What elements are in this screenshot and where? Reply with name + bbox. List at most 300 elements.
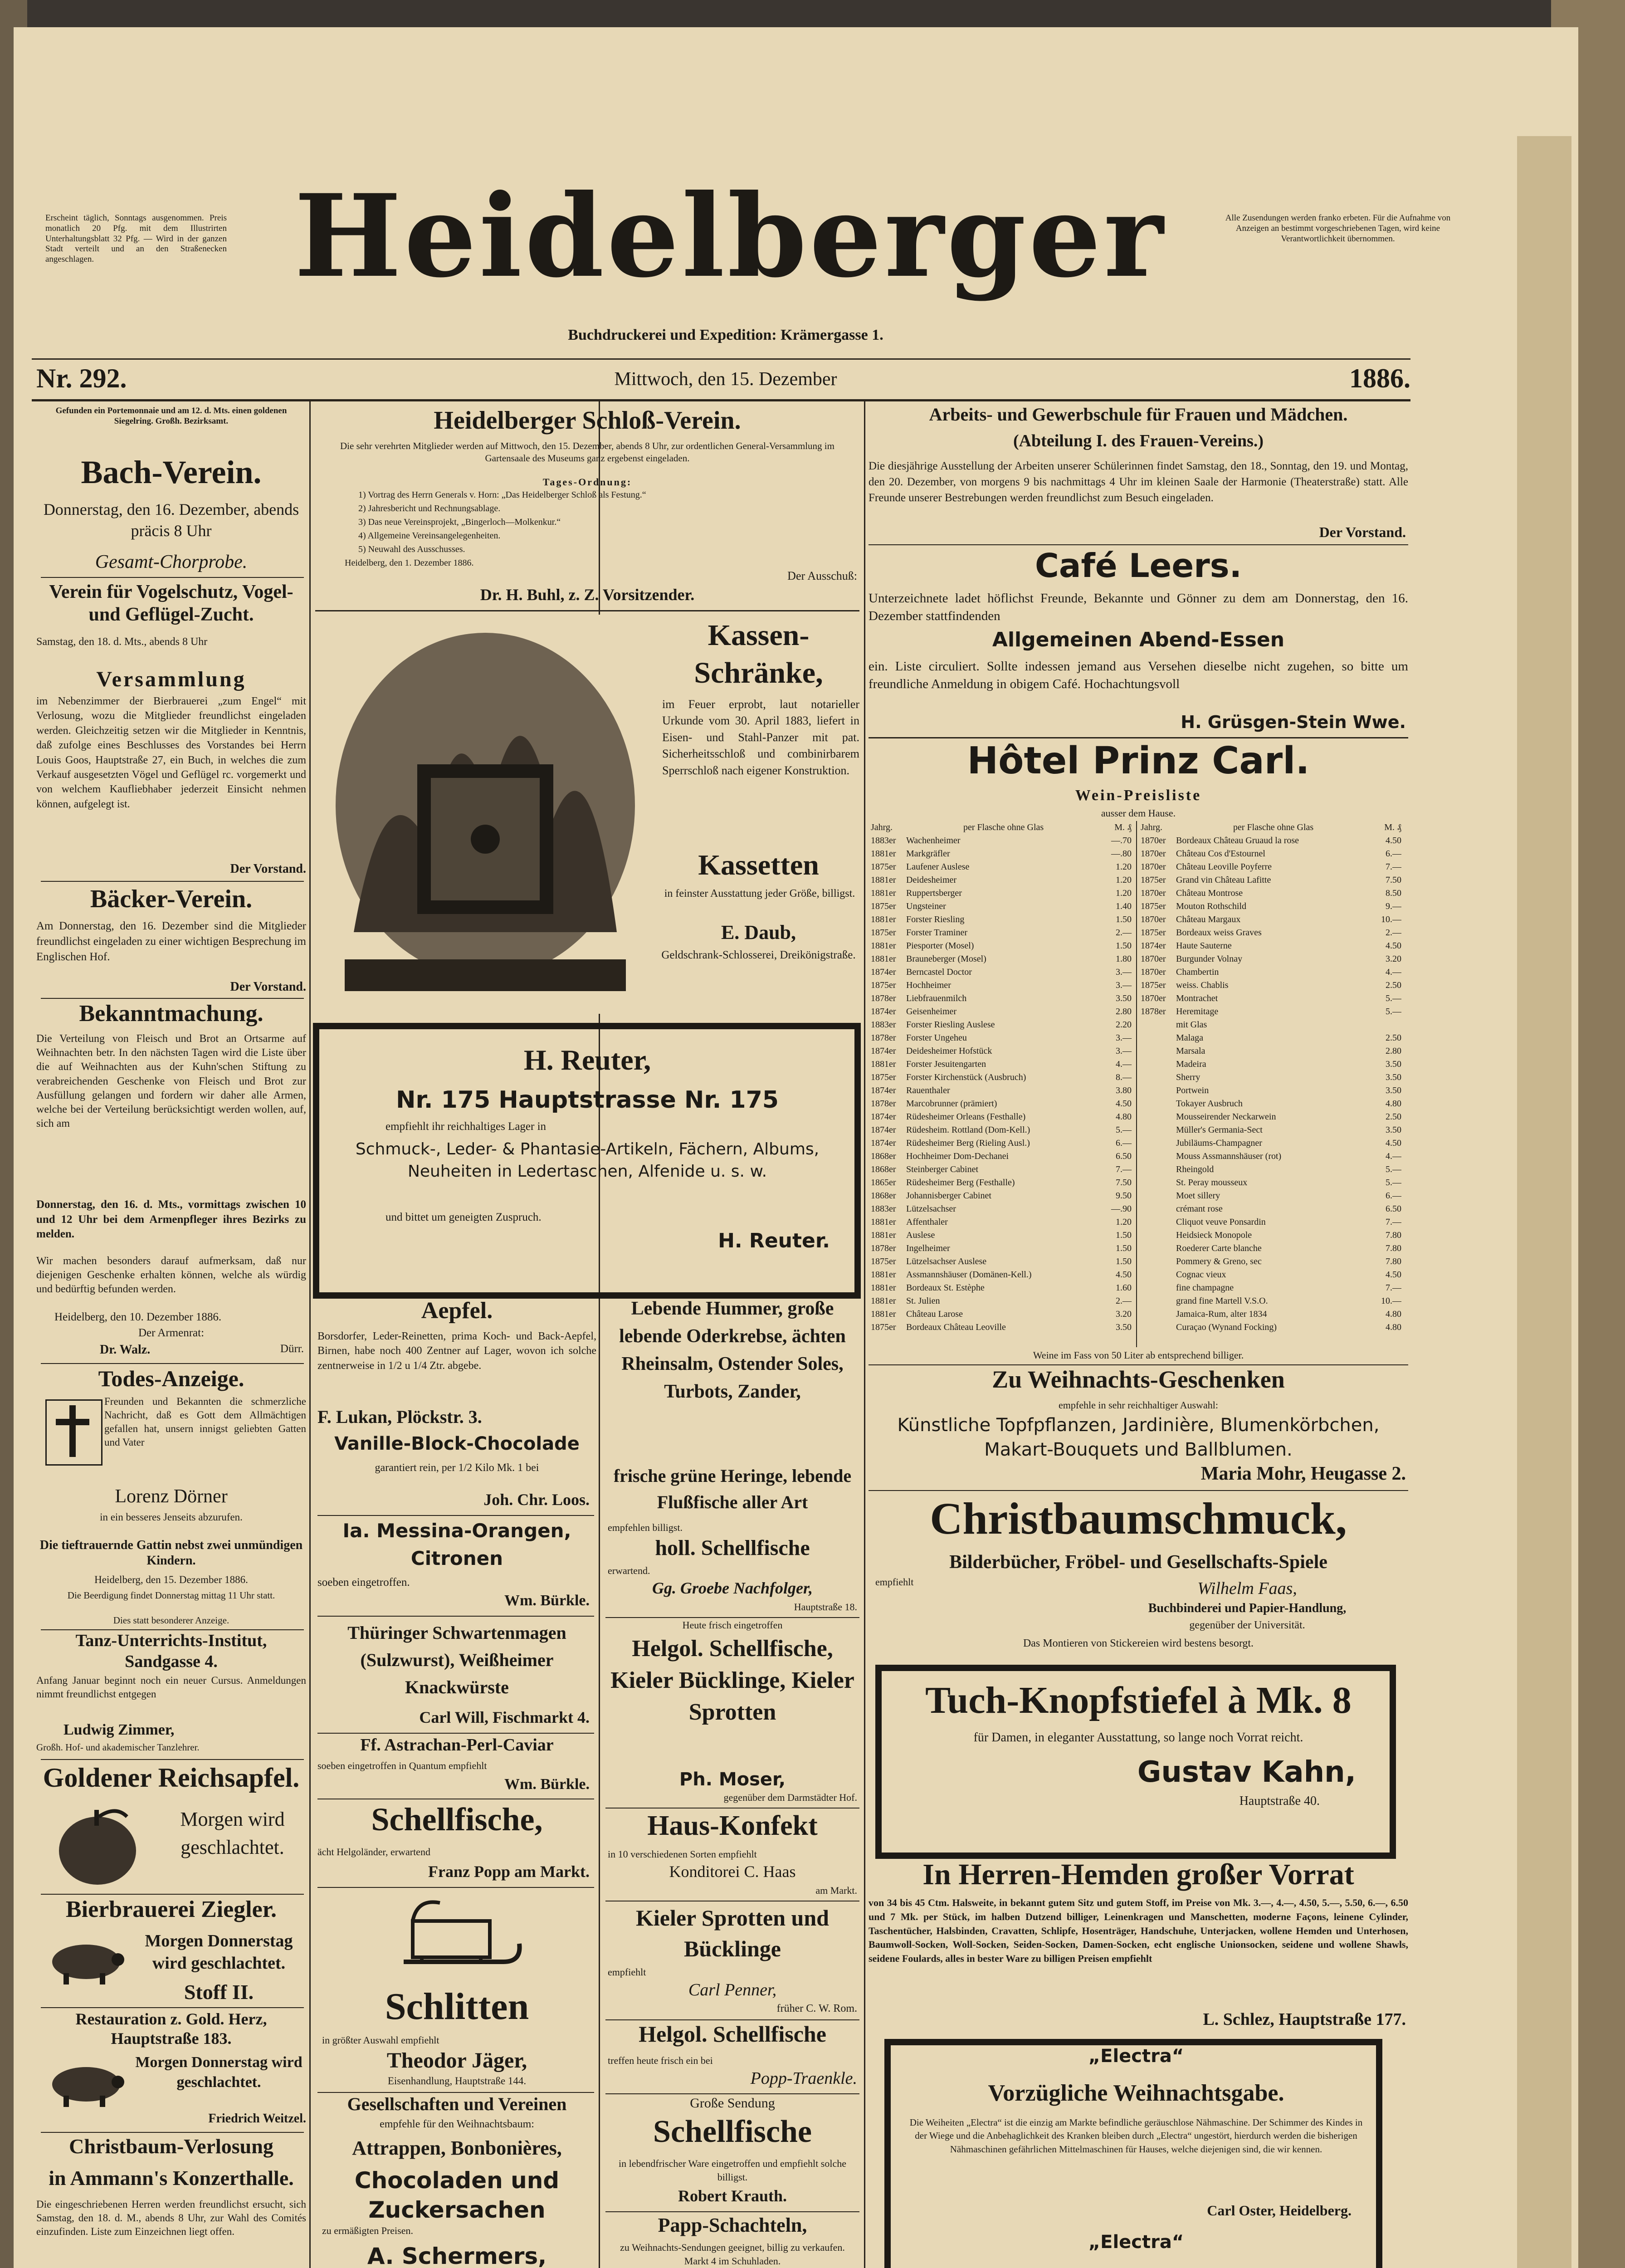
wine-row [871,1295,1132,1308]
wine-row [871,1281,1132,1295]
rule [317,1887,594,1888]
wine-name: Heremitage [1176,1007,1219,1017]
tod-place: Heidelberg, den 15. Dezember 1886. [94,1574,248,1585]
wine-row [1141,887,1401,900]
wine-row [871,1202,1132,1216]
wine-row [1141,1005,1401,1018]
schlitten-name: Theodor Jäger, [386,2048,527,2072]
schloss-agenda-item: 2) Jahresbericht und Rechnungsablage. [358,503,501,513]
wine-name: Rheingold [1176,1164,1214,1174]
schloss-agenda-item: 1) Vortrag des Herrn Generals v. Horn: „Das Heidelberger Schloß als Festung.“ [358,490,646,500]
wurst-title: Thüringer Schwartenmagen (Sulzwurst), Weißheimer Knackwürste [347,1623,566,1697]
wine-year [1141,1216,1172,1229]
wine-year: 1875er [871,862,896,872]
caviar-name: Wm. Bürkle. [504,1776,590,1793]
wine-row [1141,1163,1401,1176]
wine-price: 4.80 [1116,1112,1132,1122]
wine-price: 6.— [1386,849,1401,859]
helg-address: gegenüber dem Darmstädter Hof. [723,1792,857,1803]
rule [869,1490,1408,1491]
wine-row [871,979,1132,992]
reuter-goods: Schmuck-, Leder- & Phantasie-Artikeln, Fächern, Albums, Neuheiten in Ledertaschen, Alfenide u. s. w. [355,1140,820,1181]
wine-name: Deidesheimer Hofstück [906,1046,992,1056]
wine-row [1141,1031,1401,1045]
bek-text2: Wir machen besonders darauf aufmerksam, daß nur diejenigen Geschenke erhalten können, welche als würdig und bedürftig befunden werden. [36,1255,306,1295]
wine-year: 1874er [871,1046,896,1056]
tuch-name: Gustav Kahn, [1137,1755,1356,1789]
wine-row [1141,1216,1401,1229]
weih-text: empfehle in sehr reichhaltiger Auswahl: [1059,1399,1218,1411]
wine-year: 1868er [871,1164,896,1174]
wine-price: 1.50 [1116,1243,1132,1253]
wine-row [871,1150,1132,1163]
wine-name: St. Julien [906,1296,940,1306]
wine-row [871,1031,1132,1045]
wine-name: Piesporter (Mosel) [906,941,974,951]
vanille-title: Vanille-Block-Chocolade [334,1433,580,1454]
wine-price: 4.50 [1116,1270,1132,1280]
wine-row [1141,1202,1401,1216]
cafe-text: Unterzeichnete ladet höflichst Freunde, Bekannte und Gönner zu dem am Donnerstag, den 16. Dezember stattfindenden [869,591,1408,624]
wine-year [1141,1124,1172,1137]
schloss-sign-head: Der Ausschuß: [787,569,857,582]
tanz-title: Tanz-Unterrichts-Institut, Sandgasse 4. [75,1631,267,1671]
rule [605,1808,859,1809]
wine-row [871,874,1132,887]
wine-price: 3.— [1116,1033,1132,1043]
wine-name: Forster Riesling [906,914,965,924]
wine-price-table [871,821,1401,1347]
wurst-name: Carl Will, Fischmarkt 4. [419,1708,590,1726]
vogel-sign: Der Vorstand. [230,862,306,876]
wine-price: 7.— [1116,1164,1132,1174]
issue-date: Mittwoch, den 15. Dezember [614,369,837,390]
wine-year: 1878er [871,1099,896,1109]
hummer-title2: frische grüne Heringe, lebende Flußfische aller Art [613,1466,852,1512]
schloss-agenda-item: 4) Allgemeine Vereinsangelegenheiten. [358,531,501,541]
wine-name: Johannisberger Cabinet [906,1191,991,1201]
masthead-title: Heidelberger [294,169,1166,303]
wine-name: Forster Jesuitengarten [906,1059,986,1069]
wine-year: 1878er [871,1243,896,1253]
wine-name: Rauenthaler [906,1085,950,1095]
electra-title: Vorzügliche Weihnachtsgabe. [988,2080,1284,2106]
weih-title: Zu Weihnachts-Geschenken [992,1366,1285,1393]
rule [317,1733,594,1734]
wine-price: 5.— [1386,1164,1401,1174]
wine-price: 2.80 [1116,1007,1132,1017]
wine-name: Roederer Carte blanche [1176,1243,1262,1253]
wine-price: 3.50 [1386,1072,1401,1082]
wine-price: 3.80 [1116,1085,1132,1095]
wine-row [871,1124,1132,1137]
wine-price: 4.80 [1386,1322,1401,1332]
ges-text: empfehle für den Weihnachtsbaum: [380,2118,534,2130]
wine-year: 1881er [871,1059,896,1069]
wine-row [871,1097,1132,1110]
wine-row [1141,874,1401,887]
wine-year: 1875er [1141,928,1166,938]
bek-place: Heidelberg, den 10. Dezember 1886. [54,1311,222,1323]
ges-goods1: Attrappen, Bonbonières, [352,2137,562,2159]
schloss-text: Die sehr verehrten Mitglieder werden auf Mittwoch, den 15. Dezember, abends 8 Uhr, zur ordentlichen General-Versammlung im Gartensaale des Museums ganz ergebenst eingeladen. [340,440,834,464]
wine-price: 2.— [1116,928,1132,938]
wine-year: 1875er [1141,901,1166,911]
wine-year: 1870er [1141,849,1166,859]
wine-year: 1874er [871,1138,896,1148]
wine-year: 1881er [871,875,896,885]
wine-row [871,966,1132,979]
kieler-address: früher C. W. Rom. [776,2003,857,2014]
schloss-agenda-item: 5) Neuwahl des Ausschusses. [358,544,465,554]
kassetten-title: Kassetten [698,849,819,881]
schlitten-text: in größter Auswahl empfiehlt [322,2034,439,2046]
rule [605,2019,859,2020]
wine-price: 7.— [1386,862,1401,872]
wine-year: 1881er [871,1217,896,1227]
wine-name: crémant rose [1176,1204,1223,1214]
wine-name: Berncastel Doctor [906,967,972,977]
wine-year: 1870er [1141,967,1166,977]
haus-name: Konditorei C. Haas [669,1862,796,1881]
electra-bottom: „Electra“ [1088,2232,1184,2253]
wine-row [1141,1321,1401,1334]
wine-year: 1868er [871,1191,896,1201]
weih-goods: Künstliche Topfpflanzen, Jardinière, Blumenkörbchen, Makart-Bouquets und Ballblumen. [897,1415,1380,1460]
wine-name: Haute Sauterne [1176,941,1232,951]
bek-sign3: Dürr. [280,1343,304,1355]
reuter-title: H. Reuter, [523,1044,651,1076]
wine-row [1141,1018,1401,1031]
helg-title: Helgol. Schellfische, Kieler Bücklinge, Kieler Sprotten [610,1636,854,1725]
tanz-role: Großh. Hof- und akademischer Tanzlehrer. [36,1742,200,1753]
wine-name: Laufener Auslese [906,862,970,872]
wine-price: 9.— [1386,901,1401,911]
wine-price: 2.— [1386,928,1401,938]
wine-price: 7.80 [1386,1256,1401,1266]
wine-year [1141,1110,1172,1124]
wine-price: 1.50 [1116,1256,1132,1266]
wine-year: 1870er [1141,914,1166,924]
rule [869,737,1408,738]
vogel-head: Versammlung [96,667,246,691]
pig-illustration-icon [45,1932,127,1987]
rule [317,2092,594,2093]
wine-row [1141,900,1401,913]
wine-row [871,1216,1132,1229]
wine-price: 7.— [1386,1283,1401,1293]
wine-list-right [1141,821,1401,1334]
cafe-title: Café Leers. [1035,547,1242,585]
wine-name: St. Peray mousseux [1176,1178,1248,1188]
wine-name: Ingelheimer [906,1243,950,1253]
rule [317,1515,594,1516]
wine-price: 3.50 [1386,1085,1401,1095]
wine-year: 1881er [871,1230,896,1240]
schloss-sign: Dr. H. Buhl, z. Z. Vorsitzender. [480,586,695,604]
wine-price: 4.— [1116,1059,1132,1069]
wine-row [1141,1045,1401,1058]
schloss-place: Heidelberg, den 1. Dezember 1886. [345,558,474,568]
papp-title: Papp-Schachteln, [658,2214,807,2236]
holl-text: erwartend. [608,1565,650,1576]
wine-row [1141,913,1401,926]
caviar-text: soeben eingetroffen in Quantum empfiehlt [317,1760,487,1771]
wine-row [1141,953,1401,966]
wine-name: Bordeaux Château Leoville [906,1322,1006,1332]
grosse-title: Schellfische [653,2114,812,2149]
rule [41,998,304,999]
helg-intro: Heute frisch eingetroffen [682,1619,783,1631]
helg2-title: Helgol. Schellfische [639,2021,826,2047]
hotel-title: Hôtel Prinz Carl. [967,739,1310,782]
wine-row [871,1242,1132,1255]
masthead-right-note: Alle Zusendungen werden franko erbeten. Für die Aufnahme von Anzeigen an bestimmt vorgeschriebenen Tagen, wird keine Verantwortlichkeit übernommen. [1225,213,1451,244]
tanz-name: Ludwig Zimmer, [63,1721,175,1738]
kassen-role: Geldschrank-Schlosserei, Dreikönigstraße. [661,949,856,961]
wine-price: 5.— [1386,1178,1401,1188]
bek-text: Die Verteilung von Fleisch und Brot an Ortsarme auf Weihnachten betr. In den nächsten Tagen wird die Liste über die auf Weihnachten aus der Kuhn'schen Stiftung zu verabreichenden Geschenke von Fleisch und Brot zur Ausfüllung gelangen und fordern wir daher alle Armen, welche bei der Verteilung berücksichtigt werden wollen, auf, sich am [36,1033,306,1130]
apple-illustration-icon [41,1803,154,1889]
wine-name: Heidsieck Monopole [1176,1230,1252,1240]
wine-title: Wein-Preisliste [1075,787,1202,804]
wine-price: 5.— [1116,1125,1132,1135]
wine-row [1141,1071,1401,1084]
arbeits-sign: Der Vorstand. [1319,524,1406,540]
wine-name: Rüdesheim. Rottland (Dom-Kell.) [906,1125,1030,1135]
cafe-text2: ein. Liste circuliert. Sollte indessen jemand aus Versehen dieselbe nicht zugehen, so bitte um freundliche Anmeldung in obigem Café. Hochachtungsvoll [869,659,1408,692]
wine-row [1141,834,1401,847]
tod-burial: Die Beerdigung findet Donnerstag mittag 11 Uhr statt. [67,1590,275,1601]
wine-name: grand fine Martell V.S.O. [1176,1296,1268,1306]
wine-year: 1881er [871,1296,896,1306]
wine-name: Liebfrauenmilch [906,993,967,1003]
wine-row [1141,1150,1401,1163]
schlitten-title: Schlitten [385,1985,529,2028]
tod-text2: in ein besseres Jenseits abzurufen. [100,1511,243,1523]
wine-row [1141,1295,1401,1308]
wine-price: 1.50 [1116,1230,1132,1240]
wine-name: Bordeaux Château Gruaud la rose [1176,836,1299,846]
wine-price: 2.50 [1386,1112,1401,1122]
wine-row [1141,1137,1401,1150]
wine-name: fine champagne [1176,1283,1234,1293]
wine-year: 1875er [1141,980,1166,990]
aepfel-text: Borsdorfer, Leder-Reinetten, prima Koch- und Back-Aepfel, Birnen, habe noch 400 Zentner auf Lager, wovon ich solche zentnerweise in 1/2 u 1/4 Ztr. abgebe. [317,1330,596,1372]
bek-sign2: Dr. Walz. [100,1343,151,1357]
wine-year [1141,1321,1172,1334]
wine-year: 1875er [871,901,896,911]
wine-price: 8.50 [1386,888,1401,898]
wine-row [1141,1176,1401,1189]
wine-price: 5.— [1386,1007,1401,1017]
wine-row [1141,1268,1401,1281]
wine-name: Pommery & Greno, sec [1176,1256,1262,1266]
baecker-title: Bäcker-Verein. [90,885,253,913]
wine-year: 1868er [871,1151,896,1161]
wine-name: Burgunder Volnay [1176,954,1243,964]
wine-name: Forster Traminer [906,928,967,938]
wine-name: Markgräfler [906,849,950,859]
tod-title: Todes-Anzeige. [98,1366,244,1391]
wine-name: Deidesheimer [906,875,957,885]
wine-year [1141,1255,1172,1268]
grosse-intro: Große Sendung [690,2096,775,2111]
wine-price: 4.80 [1386,1309,1401,1319]
wine-price: 4.— [1386,967,1401,977]
haus-text: in 10 verschiedenen Sorten empfiehlt [608,1848,757,1860]
ges-name: A. Schermers, [367,2243,547,2268]
tuch-title: Tuch-Knopfstiefel à Mk. 8 [925,1679,1352,1721]
rule [41,1759,304,1760]
wine-name: Steinberger Cabinet [906,1164,979,1174]
baum-text: empfiehlt [875,1576,914,1588]
wine-year [1141,1150,1172,1163]
tanz-text: Anfang Januar beginnt noch ein neuer Cursus. Anmeldungen nimmt freundlichst entgegen [36,1675,306,1700]
wine-name: Ungsteiner [906,901,946,911]
bek-date: Donnerstag, den 16. d. Mts., vormittags zwischen 10 und 12 Uhr bei dem Armenpfleger ihres Bezirks zu melden. [36,1198,306,1240]
wine-price: —.80 [1111,849,1132,859]
wine-year: 1878er [871,1033,896,1043]
wine-price: 9.50 [1116,1191,1132,1201]
wine-name: Auslese [906,1230,935,1240]
issue-year: 1886. [1349,363,1410,393]
wine-name: Forster Ungeheu [906,1033,967,1043]
vogel-date: Samstag, den 18. d. Mts., abends 8 Uhr [36,636,208,648]
wine-note: Weine im Fass von 50 Liter ab entsprechend billiger. [1033,1349,1244,1361]
wine-price: 7.80 [1386,1230,1401,1240]
tod-name: Lorenz Dörner [115,1486,228,1507]
wine-row [871,1071,1132,1084]
bach-text: Donnerstag, den 16. Dezember, abends präcis 8 Uhr [43,500,299,540]
masthead-left-note: Erscheint täglich, Sonntags ausgenommen. Preis monatlich 20 Pfg. mit dem Illustrirten Unterhaltungsblatt 32 Pfg. — Wird in der ganzen Stadt verteilt und an den Straßenecken angeschlagen. [45,213,227,264]
wine-year [1141,1084,1172,1097]
wine-name: Rüdesheimer Berg (Rieling Ausl.) [906,1138,1030,1148]
cafe-event: Allgemeinen Abend-Essen [992,628,1285,651]
schell-title: Schellfische, [371,1801,543,1838]
wine-name: Mouton Rothschild [1176,901,1247,911]
baum-title: Christbaumschmuck, [930,1493,1347,1544]
pig-illustration-icon [45,2055,127,2109]
wine-year: 1881er [871,1283,896,1293]
wine-row [871,1058,1132,1071]
wine-name: Müller's Germania-Sect [1176,1125,1263,1135]
kassen-title: Kassen-Schränke, [694,619,823,689]
wine-row [871,1005,1132,1018]
reich-title: Goldener Reichsapfel. [43,1763,300,1793]
safe-fire-illustration-icon [317,615,653,1014]
rule [605,1617,859,1618]
wine-name: Marsala [1176,1046,1205,1056]
kassetten-text: in feinster Ausstattung jeder Größe, billigst. [664,888,855,899]
wine-row [1141,860,1401,874]
rule [32,358,1410,360]
wine-row [871,939,1132,953]
hemd-title: In Herren-Hemden großer Vorrat [922,1858,1354,1891]
column-rule [309,401,311,2268]
wine-year: 1878er [1141,1007,1166,1017]
wine-year: 1865er [871,1178,896,1188]
hummer-text: empfehlen billigst. [608,1522,683,1533]
wine-year: 1883er [871,836,896,846]
christ-text: Die eingeschriebenen Herren werden freundlichst ersucht, sich Samstag, den 18. d. M., abends 8 Uhr, zur Wahl des Comités einzufinden. Liste zum Einzeichnen liegt offen. [36,2199,306,2237]
page-right-margin [1517,136,1571,2268]
masthead-printer: Buchdruckerei und Expedition: Krämergasse 1. [568,327,883,343]
grosse-text: in lebendfrischer Ware eingetroffen und empfiehlt solche billigst. [618,2158,846,2183]
wine-year: 1883er [871,1020,896,1030]
wine-price: 3.50 [1386,1125,1401,1135]
reuter-text1: empfiehlt ihr reichhaltiges Lager in [386,1120,547,1133]
kieler-title: Kieler Sprotten und Bücklinge [636,1905,829,1961]
wine-name: Assmannshäuser (Domänen-Kell.) [906,1270,1032,1280]
christ-place: in Ammann's Konzerthalle. [49,2166,294,2190]
wine-row [871,992,1132,1005]
wine-row [871,900,1132,913]
ges-title: Gesellschaften und Vereinen [347,2094,567,2114]
schlitten-address: Eisenhandlung, Hauptstraße 144. [387,2075,527,2087]
rule [317,1616,594,1617]
wine-year [1141,1281,1172,1295]
wine-row [871,913,1132,926]
wine-price: 7.50 [1386,875,1401,885]
wine-price: 4.50 [1386,941,1401,951]
rule [32,399,1410,401]
wine-table-divider [1136,821,1137,1347]
bek-sign1: Der Armenrat: [138,1327,205,1339]
wine-year [1141,1045,1172,1058]
wine-year: 1881er [871,1270,896,1280]
wine-name: Bordeaux weiss Graves [1176,928,1262,938]
wine-price: 6.50 [1116,1151,1132,1161]
wine-year: 1870er [1141,836,1166,846]
wine-row [1141,1308,1401,1321]
rule [41,881,304,882]
hemd-name: L. Schlez, Hauptstraße 177. [1203,2010,1406,2029]
column-rule [864,401,865,2268]
wine-name: Château Montrose [1176,888,1243,898]
wine-price: 1.20 [1116,862,1132,872]
wine-year [1141,1308,1172,1321]
ges-goods2: Chocoladen und Zuckersachen [354,2167,560,2223]
wine-year: 1881er [871,1309,896,1319]
schell-text: ächt Helgoländer, erwartend [317,1846,430,1857]
wine-year: 1875er [871,1256,896,1266]
rule [869,544,1408,545]
wine-price: 1.20 [1116,875,1132,885]
wine-year: 1881er [871,888,896,898]
wine-price: 3.— [1116,967,1132,977]
wine-name: Cognac vieux [1176,1270,1226,1280]
tod-text: Freunden und Bekannten die schmerzliche Nachricht, daß es Gott dem Allmächtigen gefallen hat, unsern innigst geliebten Gatten und Vater [104,1396,306,1448]
wine-year: 1875er [871,1072,896,1082]
wine-year [1141,1189,1172,1202]
baum-address: gegenüber der Universität. [1189,1619,1305,1631]
wine-row [871,926,1132,939]
schell-name: Franz Popp am Markt. [428,1862,590,1881]
tuch-address: Hauptstraße 40. [1239,1794,1320,1808]
arbeits-text: Die diesjährige Ausstellung der Arbeiten unserer Schülerinnen findet Samstag, den 18., Sonntag, den 19. und Montag, den 20. Dezember, von morgens 9 bis nachmittags 4 Uhr im kleinen Saale der Harmonie (Theaterstraße) statt. Alle Freunde unserer Bestrebungen werden freundlichst zum Besuch eingeladen. [869,460,1408,504]
rule [41,1629,304,1630]
wine-row [871,1176,1132,1189]
wine-row [871,1045,1132,1058]
kassen-text: im Feuer erprobt, laut notarieller Urkunde vom 30. April 1883, liefert in Eisen- und Stahl-Panzer mit pat. Sicherheitsschloß und combinirbarem Sperrschloß nach eigener Konstruktion. [662,698,859,777]
rest-title: Restauration z. Gold. Herz, Hauptstraße 183. [75,2010,267,2048]
wine-name: Chambertin [1176,967,1219,977]
wine-year [1141,1268,1172,1281]
wine-header-row: Jahrg. per Flasche ohne Glas M. ₰ [871,822,1132,832]
wine-price: 4.50 [1116,1099,1132,1109]
wine-name: Portwein [1176,1085,1209,1095]
